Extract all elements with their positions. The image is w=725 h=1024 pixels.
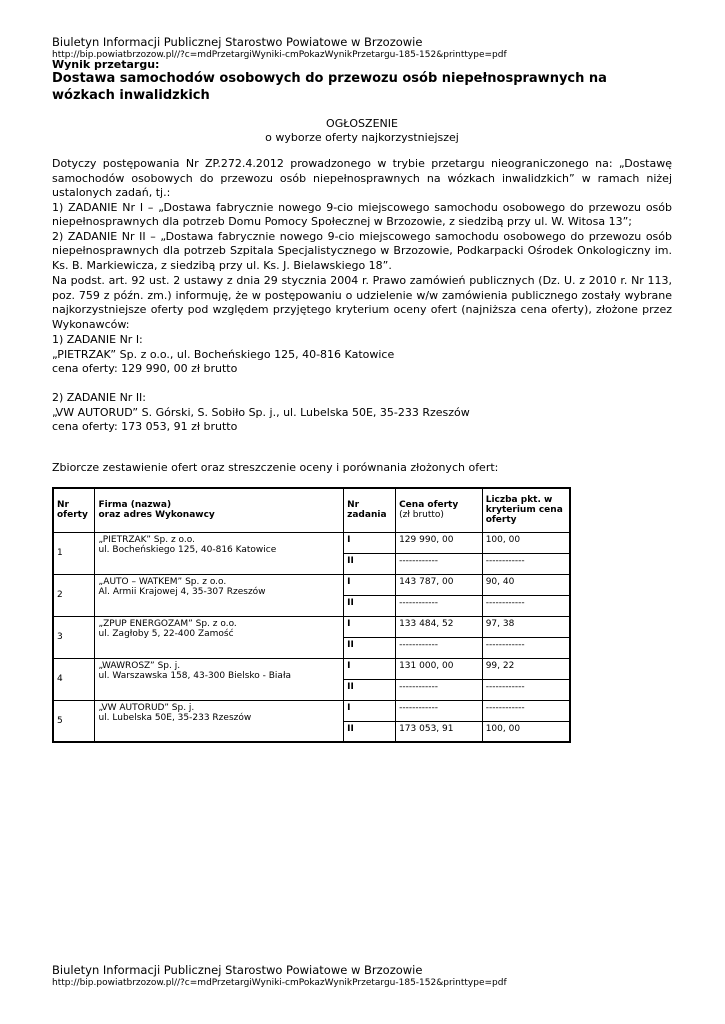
offer-price: 143 787, 00 bbox=[396, 574, 483, 595]
offer-points: ------------ bbox=[482, 595, 570, 616]
header-firma-line2: oraz adres Wykonawcy bbox=[98, 510, 215, 521]
task-number: I bbox=[344, 532, 396, 553]
offer-price: 131 000, 00 bbox=[396, 658, 483, 679]
offer-points: 90, 40 bbox=[482, 574, 570, 595]
firm-address: ul. Zagłoby 5, 22-400 Zamość bbox=[98, 628, 234, 639]
intro-paragraph bbox=[52, 157, 672, 273]
intro-text: Dotyczy postępowania Nr ZP.272.4.2012 prowadzonego w trybie przetargu nieograniczonego na: „Dostawę samochodów osobowych do przewozu osób niepełnosprawnych na wózkach inwalidzkich” w ramach niżej ustalonych zadań, tj.: bbox=[52, 157, 672, 199]
winner-1-firm: „PIETRZAK” Sp. z o.o., ul. Bocheńskiego 125, 40-816 Katowice bbox=[52, 347, 395, 361]
table-row bbox=[53, 532, 570, 553]
offer-price: 173 053, 91 bbox=[396, 721, 483, 742]
firm-name: „WAWROSZ” Sp. j. bbox=[98, 660, 181, 671]
offer-points: 100, 00 bbox=[482, 721, 570, 742]
table-row bbox=[53, 616, 570, 637]
task-2-description: 2) ZADANIE Nr II – „Dostawa fabrycznie nowego 9-cio miejscowego samochodu osobowego do przewozu osób niepełnosprawnych dla potrzeb Szpitala Specjalistycznego w Brzozowie, Podkarpacki Ośrodek Onkologiczny im. Ks. B. Markiewicza, z siedzibą przy ul. Ks. J. Bielawskiego 18”. bbox=[52, 229, 672, 272]
offer-points: ------------ bbox=[482, 553, 570, 574]
task-1-description: 1) ZADANIE Nr I – „Dostawa fabrycznie nowego 9-cio miejscowego samochodu osobowego do przewozu osób niepełnosprawnych dla potrzeb Domu Pomocy Społecznej w Brzozowie, z siedzibą przy ul. W. Witosa 13”; bbox=[52, 200, 672, 228]
header-nr-oferty: Nr oferty bbox=[53, 488, 95, 532]
offer-price: ------------ bbox=[396, 595, 483, 616]
legal-paragraph: Na podst. art. 92 ust. 2 ustawy z dnia 29 stycznia 2004 r. Prawo zamówień publicznych (Dz. U. z 2010 r. Nr 113, poz. 759 z późn. zm.) informuję, że w postępowaniu o udzielenie w/w zamówienia publicznego zostały wybrane najkorzystniejsze oferty pod względem przyjętego kryterium oceny ofert (najniższa cena oferty), złożone przez Wykonawców: bbox=[52, 274, 672, 331]
firm-address: ul. Lubelska 50E, 35-233 Rzeszów bbox=[98, 712, 252, 723]
firm-name: „VW AUTORUD” Sp. j. bbox=[98, 702, 195, 713]
offers-table bbox=[52, 487, 571, 743]
footer-site-name: Biuletyn Informacji Publicznej Starostwo Powiatowe w Brzozowie bbox=[52, 963, 423, 977]
header-firma-line1: Firma (nazwa) bbox=[98, 500, 172, 511]
announcement-heading: OGŁOSZENIE bbox=[326, 117, 398, 130]
offer-price: 133 484, 52 bbox=[396, 616, 483, 637]
offer-number: 5 bbox=[53, 700, 95, 742]
offer-price: ------------ bbox=[396, 637, 483, 658]
task-number: II bbox=[344, 553, 396, 574]
announcement-subheading: o wyborze oferty najkorzystniejszej bbox=[265, 131, 459, 144]
offer-points: 99, 22 bbox=[482, 658, 570, 679]
offer-firm bbox=[95, 616, 344, 658]
offer-firm bbox=[95, 574, 344, 616]
firm-name: „AUTO – WATKEM” Sp. z o.o. bbox=[98, 576, 227, 587]
offer-number: 3 bbox=[53, 616, 95, 658]
task-number: II bbox=[344, 595, 396, 616]
header-url[interactable]: http://bip.powiatbrzozow.pl//?c=mdPrzetargiWyniki-cmPokazWynikPrzetargu-185-152&printtype=pdf bbox=[52, 50, 507, 60]
offer-points: 97, 38 bbox=[482, 616, 570, 637]
winner-2-firm: „VW AUTORUD” S. Górski, S. Sobiło Sp. j., ul. Lubelska 50E, 35-233 Rzeszów bbox=[52, 405, 470, 419]
offer-points: ------------ bbox=[482, 700, 570, 721]
task-number: I bbox=[344, 700, 396, 721]
task-number: II bbox=[344, 637, 396, 658]
header-cena bbox=[396, 488, 483, 532]
header-cena-line2: (zł brutto) bbox=[399, 510, 444, 521]
offer-points: ------------ bbox=[482, 679, 570, 700]
offer-price: 129 990, 00 bbox=[396, 532, 483, 553]
offer-number: 2 bbox=[53, 574, 95, 616]
summary-label: Zbiorcze zestawienie ofert oraz streszczenie oceny i porównania złożonych ofert: bbox=[52, 461, 499, 474]
winner-2-heading: 2) ZADANIE Nr II: bbox=[52, 391, 147, 404]
firm-address: Al. Armii Krajowej 4, 35-307 Rzeszów bbox=[98, 586, 266, 597]
result-label: Wynik przetargu: bbox=[52, 58, 160, 71]
offer-firm bbox=[95, 700, 344, 742]
table-row bbox=[53, 574, 570, 595]
winner-1-heading: 1) ZADANIE Nr I: bbox=[52, 333, 143, 346]
task-number: I bbox=[344, 658, 396, 679]
task-number: II bbox=[344, 721, 396, 742]
page-title: Dostawa samochodów osobowych do przewozu osób niepełnosprawnych na wózkach inwalidzkich bbox=[52, 71, 607, 103]
winner-2 bbox=[52, 391, 470, 435]
header-nr-zadania: Nr zadania bbox=[344, 488, 396, 532]
offer-firm bbox=[95, 658, 344, 700]
header-site-name: Biuletyn Informacji Publicznej Starostwo Powiatowe w Brzozowie bbox=[52, 35, 423, 49]
offer-points: ------------ bbox=[482, 637, 570, 658]
offer-number: 4 bbox=[53, 658, 95, 700]
header-liczba-pkt: Liczba pkt. w kryterium cena oferty bbox=[482, 488, 570, 532]
table-header-row bbox=[53, 488, 570, 532]
winner-2-price: cena oferty: 173 053, 91 zł brutto bbox=[52, 420, 238, 433]
header-cena-line1: Cena oferty bbox=[399, 500, 459, 511]
table-row bbox=[53, 700, 570, 721]
firm-name: „ZPUP ENERGOZAM” Sp. z o.o. bbox=[98, 618, 237, 629]
task-number: I bbox=[344, 616, 396, 637]
firm-address: ul. Bocheńskiego 125, 40-816 Katowice bbox=[98, 544, 277, 555]
task-number: I bbox=[344, 574, 396, 595]
task-number: II bbox=[344, 679, 396, 700]
winner-1-price: cena oferty: 129 990, 00 zł brutto bbox=[52, 362, 238, 375]
offer-number: 1 bbox=[53, 532, 95, 574]
footer-url[interactable]: http://bip.powiatbrzozow.pl//?c=mdPrzetargiWyniki-cmPokazWynikPrzetargu-185-152&printtype=pdf bbox=[52, 978, 507, 988]
offer-price: ------------ bbox=[396, 553, 483, 574]
firm-address: ul. Warszawska 158, 43-300 Bielsko - Biała bbox=[98, 670, 292, 681]
offer-points: 100, 00 bbox=[482, 532, 570, 553]
header-firma bbox=[95, 488, 344, 532]
winner-1 bbox=[52, 333, 394, 377]
firm-name: „PIETRZAK” Sp. z o.o. bbox=[98, 534, 195, 545]
offer-price: ------------ bbox=[396, 700, 483, 721]
table-row bbox=[53, 658, 570, 679]
offer-price: ------------ bbox=[396, 679, 483, 700]
offer-firm bbox=[95, 532, 344, 574]
